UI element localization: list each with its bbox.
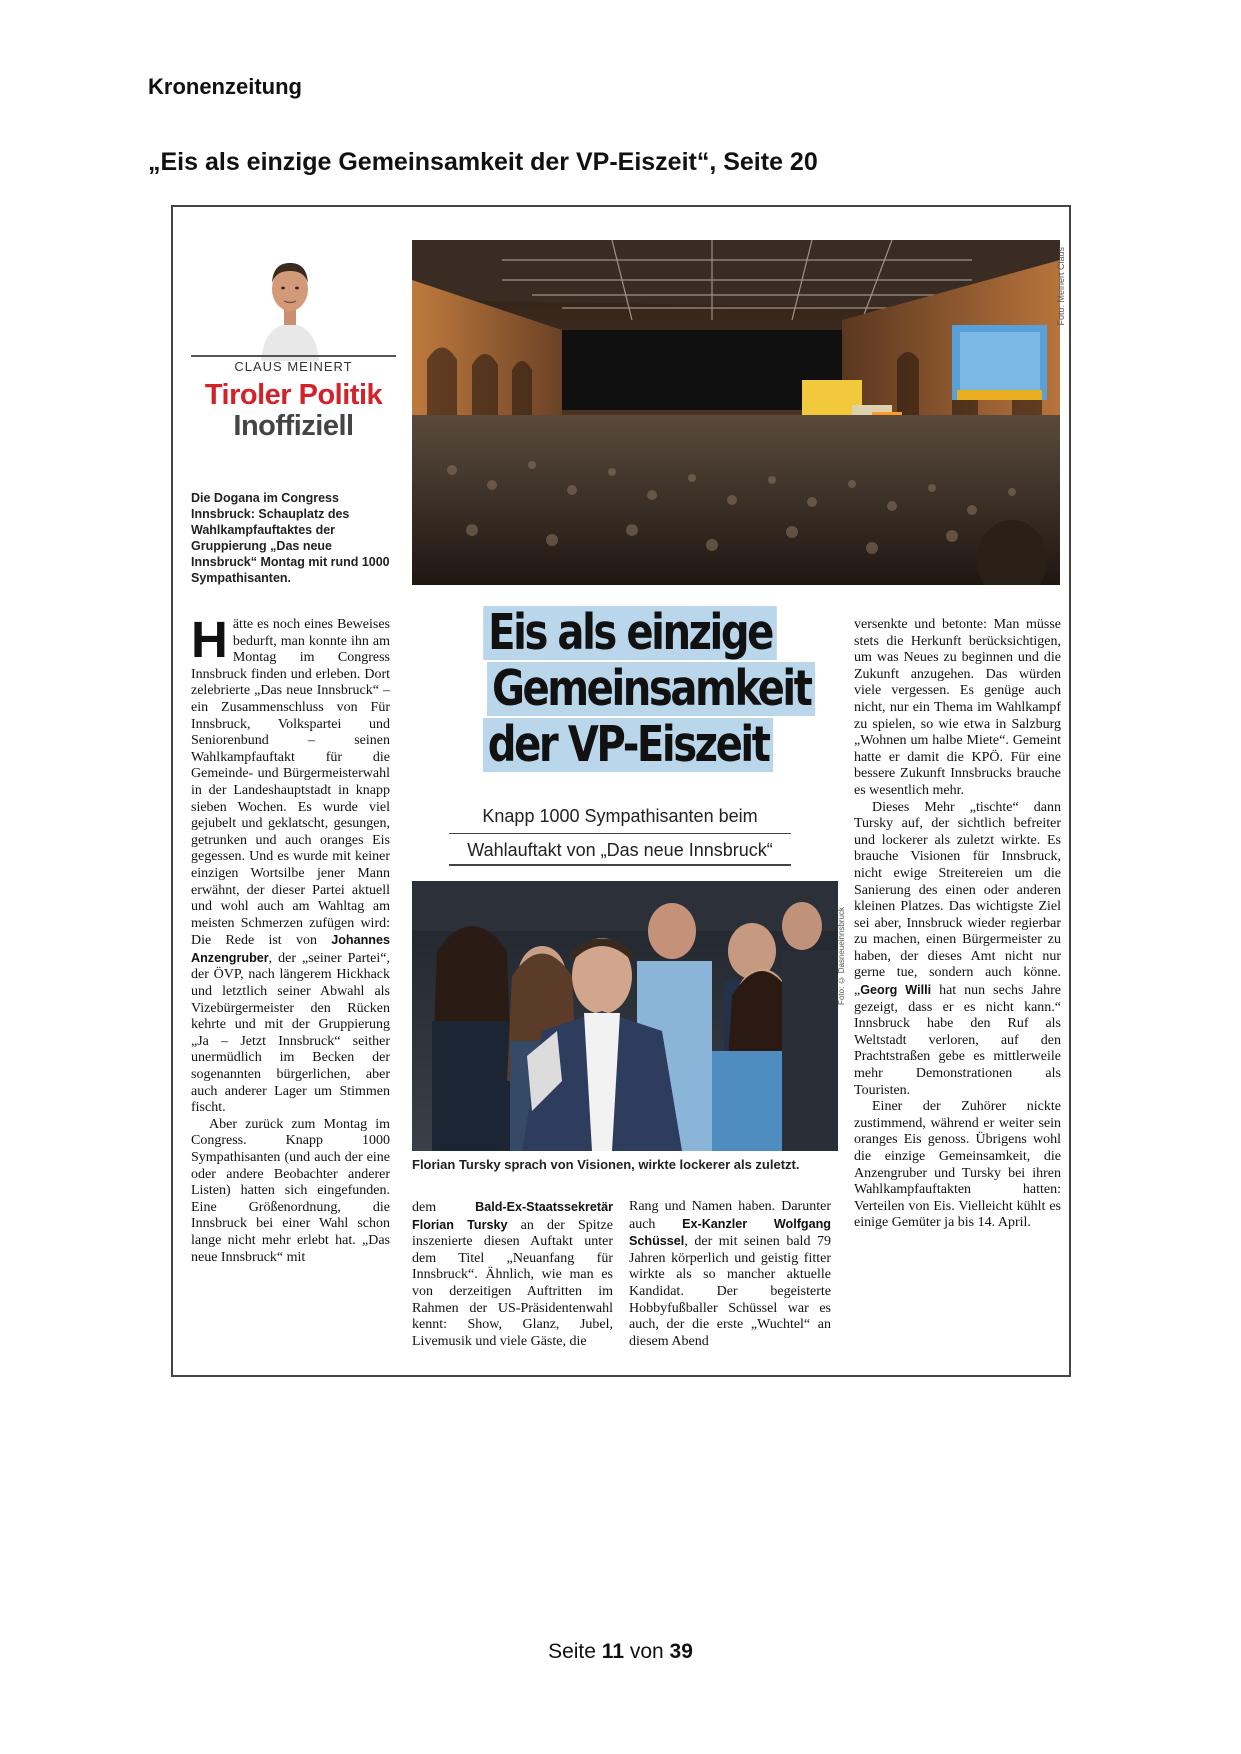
title-line: Gemeinsamkeit	[487, 662, 815, 716]
page-number	[0, 1640, 1241, 1664]
paragraph-text: Dieses Mehr „tischte“ dann Tursky auf, der sichtlich befreiter und lockerer als zuletzt wirkte. Es brauche Visionen für Innsbruck, nicht ewige Streitereien um die Sanierung des einen oder anderen kleinen Platzes. Das wichtigste Ziel sei aber, Innsbruck wieder regierbar zu machen, einen Bürgermeister zu haben, der dieses Amt nicht nur gerne tue, sondern auch könne. „	[854, 799, 1061, 999]
article-title	[451, 604, 811, 773]
speaker-photo	[412, 881, 838, 1151]
text-column-2	[412, 1199, 613, 1369]
newspaper-clipping	[171, 205, 1071, 1377]
paragraph-text: Einer der Zuhörer nickte zustimmend, während er weiter sein oranges Eis genoss. Übrigens wohl die einzige Gemeinsamkeit, die Anzengruber und Tursky bei ihren Wahlkampfauftakten hatten: Verteilen von Eis. Vielleicht kühlt es einige Gemüter ja bis 14. April.	[854, 1099, 1061, 1231]
subtitle-line: Wahlauftakt von „Das neue Innsbruck“	[449, 834, 791, 866]
title-line: Eis als einzige	[483, 606, 777, 660]
paragraph-text: , der mit seinen bald 79 Jahren körperlich und geistig fitter wirkte als so mancher aktuelle Kandidat. Der begeisterte Hobbyfußballer Schüssel war es auch, der die erste „Wuchtel“ an diesem Abend	[629, 1234, 831, 1349]
text-column-4	[854, 617, 1061, 1367]
person-name: Ex-Kanzler Wolfgang Schüssel	[629, 1216, 831, 1249]
person-name: Bald-Ex-Staatssekretär Florian Tursky	[412, 1200, 613, 1232]
page-label: Seite	[548, 1640, 596, 1663]
source-label: Kronenzeitung	[148, 74, 302, 99]
text-column-3	[629, 1199, 831, 1369]
paragraph-text: , der „seiner Partei“, der ÖVP, nach längerem Hickhack und letztlich seiner Abwahl als Vizebürgermeister den Rücken kehrte und mit der Gruppierung „Ja – Jetzt Innsbruck“ seither unermüdlich im Becken der sogenannten bürgerlichen, aber auch anderer Lager um Stimmen fischt.	[191, 950, 390, 1116]
current-page: 11	[601, 1640, 624, 1663]
speaker-photo-credit: Foto: © Dasneueinnsbruck	[837, 907, 846, 1005]
hero-photo-credit: Foto: Meinert Claus	[1056, 247, 1066, 326]
rubric-subtitle: Inoffiziell	[233, 410, 354, 442]
page-headline: „Eis als einzige Gemeinsamkeit der VP-Eiszeit“, Seite 20	[148, 148, 818, 176]
congress-hall-photo	[412, 240, 1060, 585]
rubric-title: Tiroler Politik	[204, 379, 383, 411]
person-name: Georg Willi	[860, 983, 932, 998]
hero-photo-caption: Die Dogana im Congress Innsbruck: Schauplatz des Wahlkampfauftaktes der Gruppierung „Das neue Innsbruck“ Montag mit rund 1000 Sympathisanten.	[191, 491, 390, 585]
speaker-photo-caption: Florian Tursky sprach von Visionen, wirkte lockerer als zuletzt.	[412, 1157, 800, 1172]
article-subtitle	[449, 803, 791, 866]
author-name: CLAUS MEINERT	[234, 359, 353, 374]
paragraph-text: hat nun sechs Jahre gezeigt, dass er es nicht kann.“ Innsbruck habe den Ruf als Weltstadt verloren, auf den Prachtstraßen gebe es mittlerweile mehr Demonstrationen als Touristen.	[854, 983, 1062, 1098]
paragraph-text: Rang und Namen haben. Darunter auch	[629, 1199, 831, 1232]
paragraph-text: an der Spitze inszenierte diesen Auftakt unter dem Titel „Neuanfang für Innsbruck“. Ähnlich, wie man es von derzeitigen Auftritten im Rahmen der US-Präsidentenwahl kennt: Show, Glanz, Jubel, Livemusik und viele Gäste, die	[412, 1217, 613, 1349]
paragraph-text: versenkte und betonte: Man müsse stets die Herkunft berücksichtigen, um was Neues zu beginnen und die Zukunft anzugehen. Das würden viele vergessen. Es genüge auch nicht, nur ein Thema im Wahlkampf zu spielen, so wie etwa in Salzburg „Wohnen um halbe Miete“. Gemeint hatte er damit die KPÖ. Für eine bessere Zukunft Innsbrucks brauche es wesentlich mehr.	[854, 617, 1061, 798]
page-of-label: von	[629, 1640, 664, 1663]
title-line: der VP-Eiszeit	[483, 718, 773, 772]
drop-cap: H	[191, 611, 228, 668]
person-name: Johannes Anzengruber	[191, 933, 390, 965]
text-column-1	[191, 611, 390, 1367]
paragraph-text: Aber zurück zum Montag im Congress. Knapp 1000 Sympathisanten (und auch der eine oder andere Beobachter anderer Listen) hatten sich eingefunden. Eine Größenordnung, die Innsbruck bei einer Wahl schon lange nicht mehr erlebt hat. „Das neue Innsbruck“ mit	[191, 1116, 390, 1265]
total-pages: 39	[669, 1640, 693, 1663]
author-photo	[259, 243, 321, 361]
subtitle-line: Knapp 1000 Sympathisanten beim	[449, 803, 791, 834]
author-divider	[191, 355, 396, 357]
paragraph-text: dem	[412, 1200, 437, 1215]
paragraph-text: ätte es noch eines Beweises bedurft, man konnte ihn am Montag im Congress Innsbruck finden und erleben. Dort zelebrierte „Das neue Innsbruck“ – ein Zusammenschluss von Für Innsbruck, Volkspartei und Seniorenbund – seinen Wahlkampfauftakt für die Gemeinde- und Bürgermeisterwahl in der Landeshauptstadt in knapp sieben Wochen. Es wurde viel gejubelt und geklatscht, gesungen, getrunken und auch oranges Eis gegessen. Und es wurde mit keiner einzigen Wortsilbe jener Mann erwähnt, der dieser Partei aktuell und wohl auch am Wahltag am meisten Schmerzen zufügen wird: Die Rede ist von	[191, 617, 390, 949]
